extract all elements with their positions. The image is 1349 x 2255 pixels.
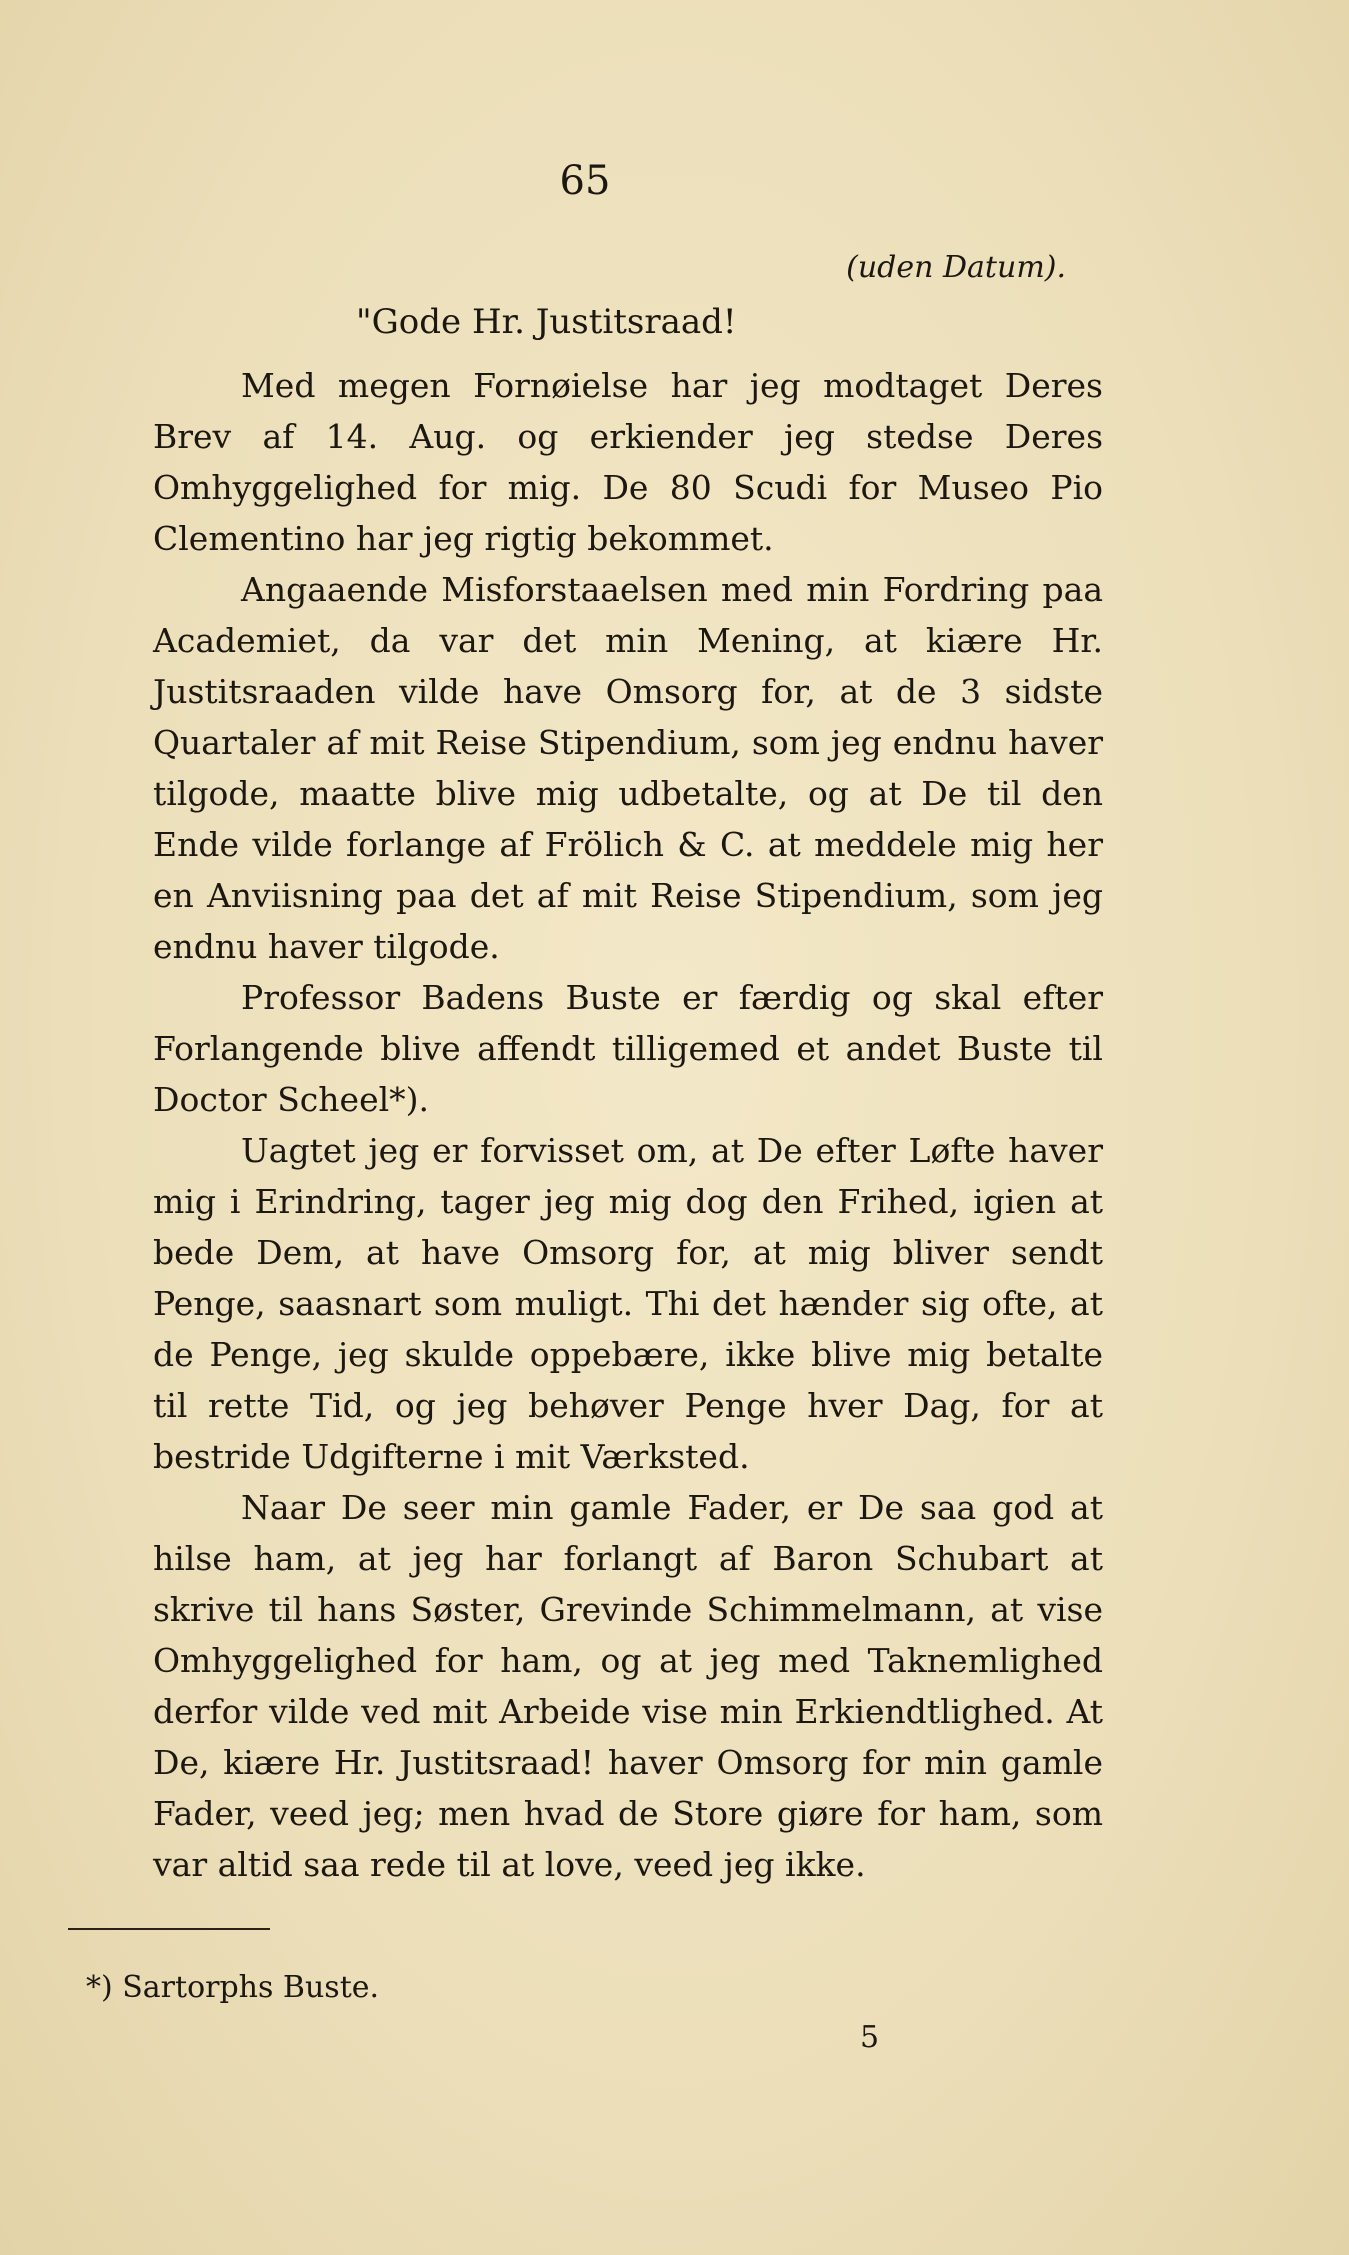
page-number: 65	[559, 158, 611, 204]
footnote-divider	[68, 1928, 270, 1930]
dateline: (uden Datum).	[846, 250, 1066, 285]
salutation: "Gode Hr. Justitsraad!	[356, 302, 737, 342]
footnote: *) Sartorphs Buste.	[86, 1970, 380, 2005]
paragraph: Angaaende Misforstaaelsen med min Fordring paa Academiet, da var det min Mening, at kiære Hr. Justitsraaden vilde have Omsorg for, at de 3 sidste Quartaler af mit Reise Stipendium, som jeg endnu haver tilgode, maatte blive mig udbetalte, og at De til den Ende vilde forlange af Frölich & C. at meddele mig her en Anviisning paa det af mit Reise Stipendium, som jeg endnu haver tilgode.	[153, 570, 1103, 966]
paragraph: Med megen Fornøielse har jeg modtaget Deres Brev af 14. Aug. og erkiender jeg stedse Deres Omhyggelighed for mig. De 80 Scudi for Museo Pio Clementino har jeg rigtig bekommet.	[153, 366, 1103, 558]
letter-body	[153, 360, 1103, 1890]
signature-mark: 5	[860, 2020, 880, 2055]
paragraph: Uagtet jeg er forvisset om, at De efter Løfte haver mig i Erindring, tager jeg mig dog den Frihed, igien at bede Dem, at have Omsorg for, at mig bliver sendt Penge, saasnart som muligt. Thi det hænder sig ofte, at de Penge, jeg skulde oppebære, ikke blive mig betalte til rette Tid, og jeg behøver Penge hver Dag, for at bestride Udgifterne i mit Værksted.	[153, 1131, 1103, 1476]
paragraph: Professor Badens Buste er færdig og skal efter Forlangende blive affendt tilligemed et andet Buste til Doctor Scheel*).	[153, 978, 1103, 1119]
paragraph: Naar De seer min gamle Fader, er De saa god at hilse ham, at jeg har forlangt af Baron Schubart at skrive til hans Søster, Grevinde Schimmelmann, at vise Omhyggelighed for ham, og at jeg med Taknemlighed derfor vilde ved mit Arbeide vise min Erkiendtlighed. At De, kiære Hr. Justitsraad! haver Omsorg for min gamle Fader, veed jeg; men hvad de Store giøre for ham, som var altid saa rede til at love, veed jeg ikke.	[153, 1488, 1103, 1884]
